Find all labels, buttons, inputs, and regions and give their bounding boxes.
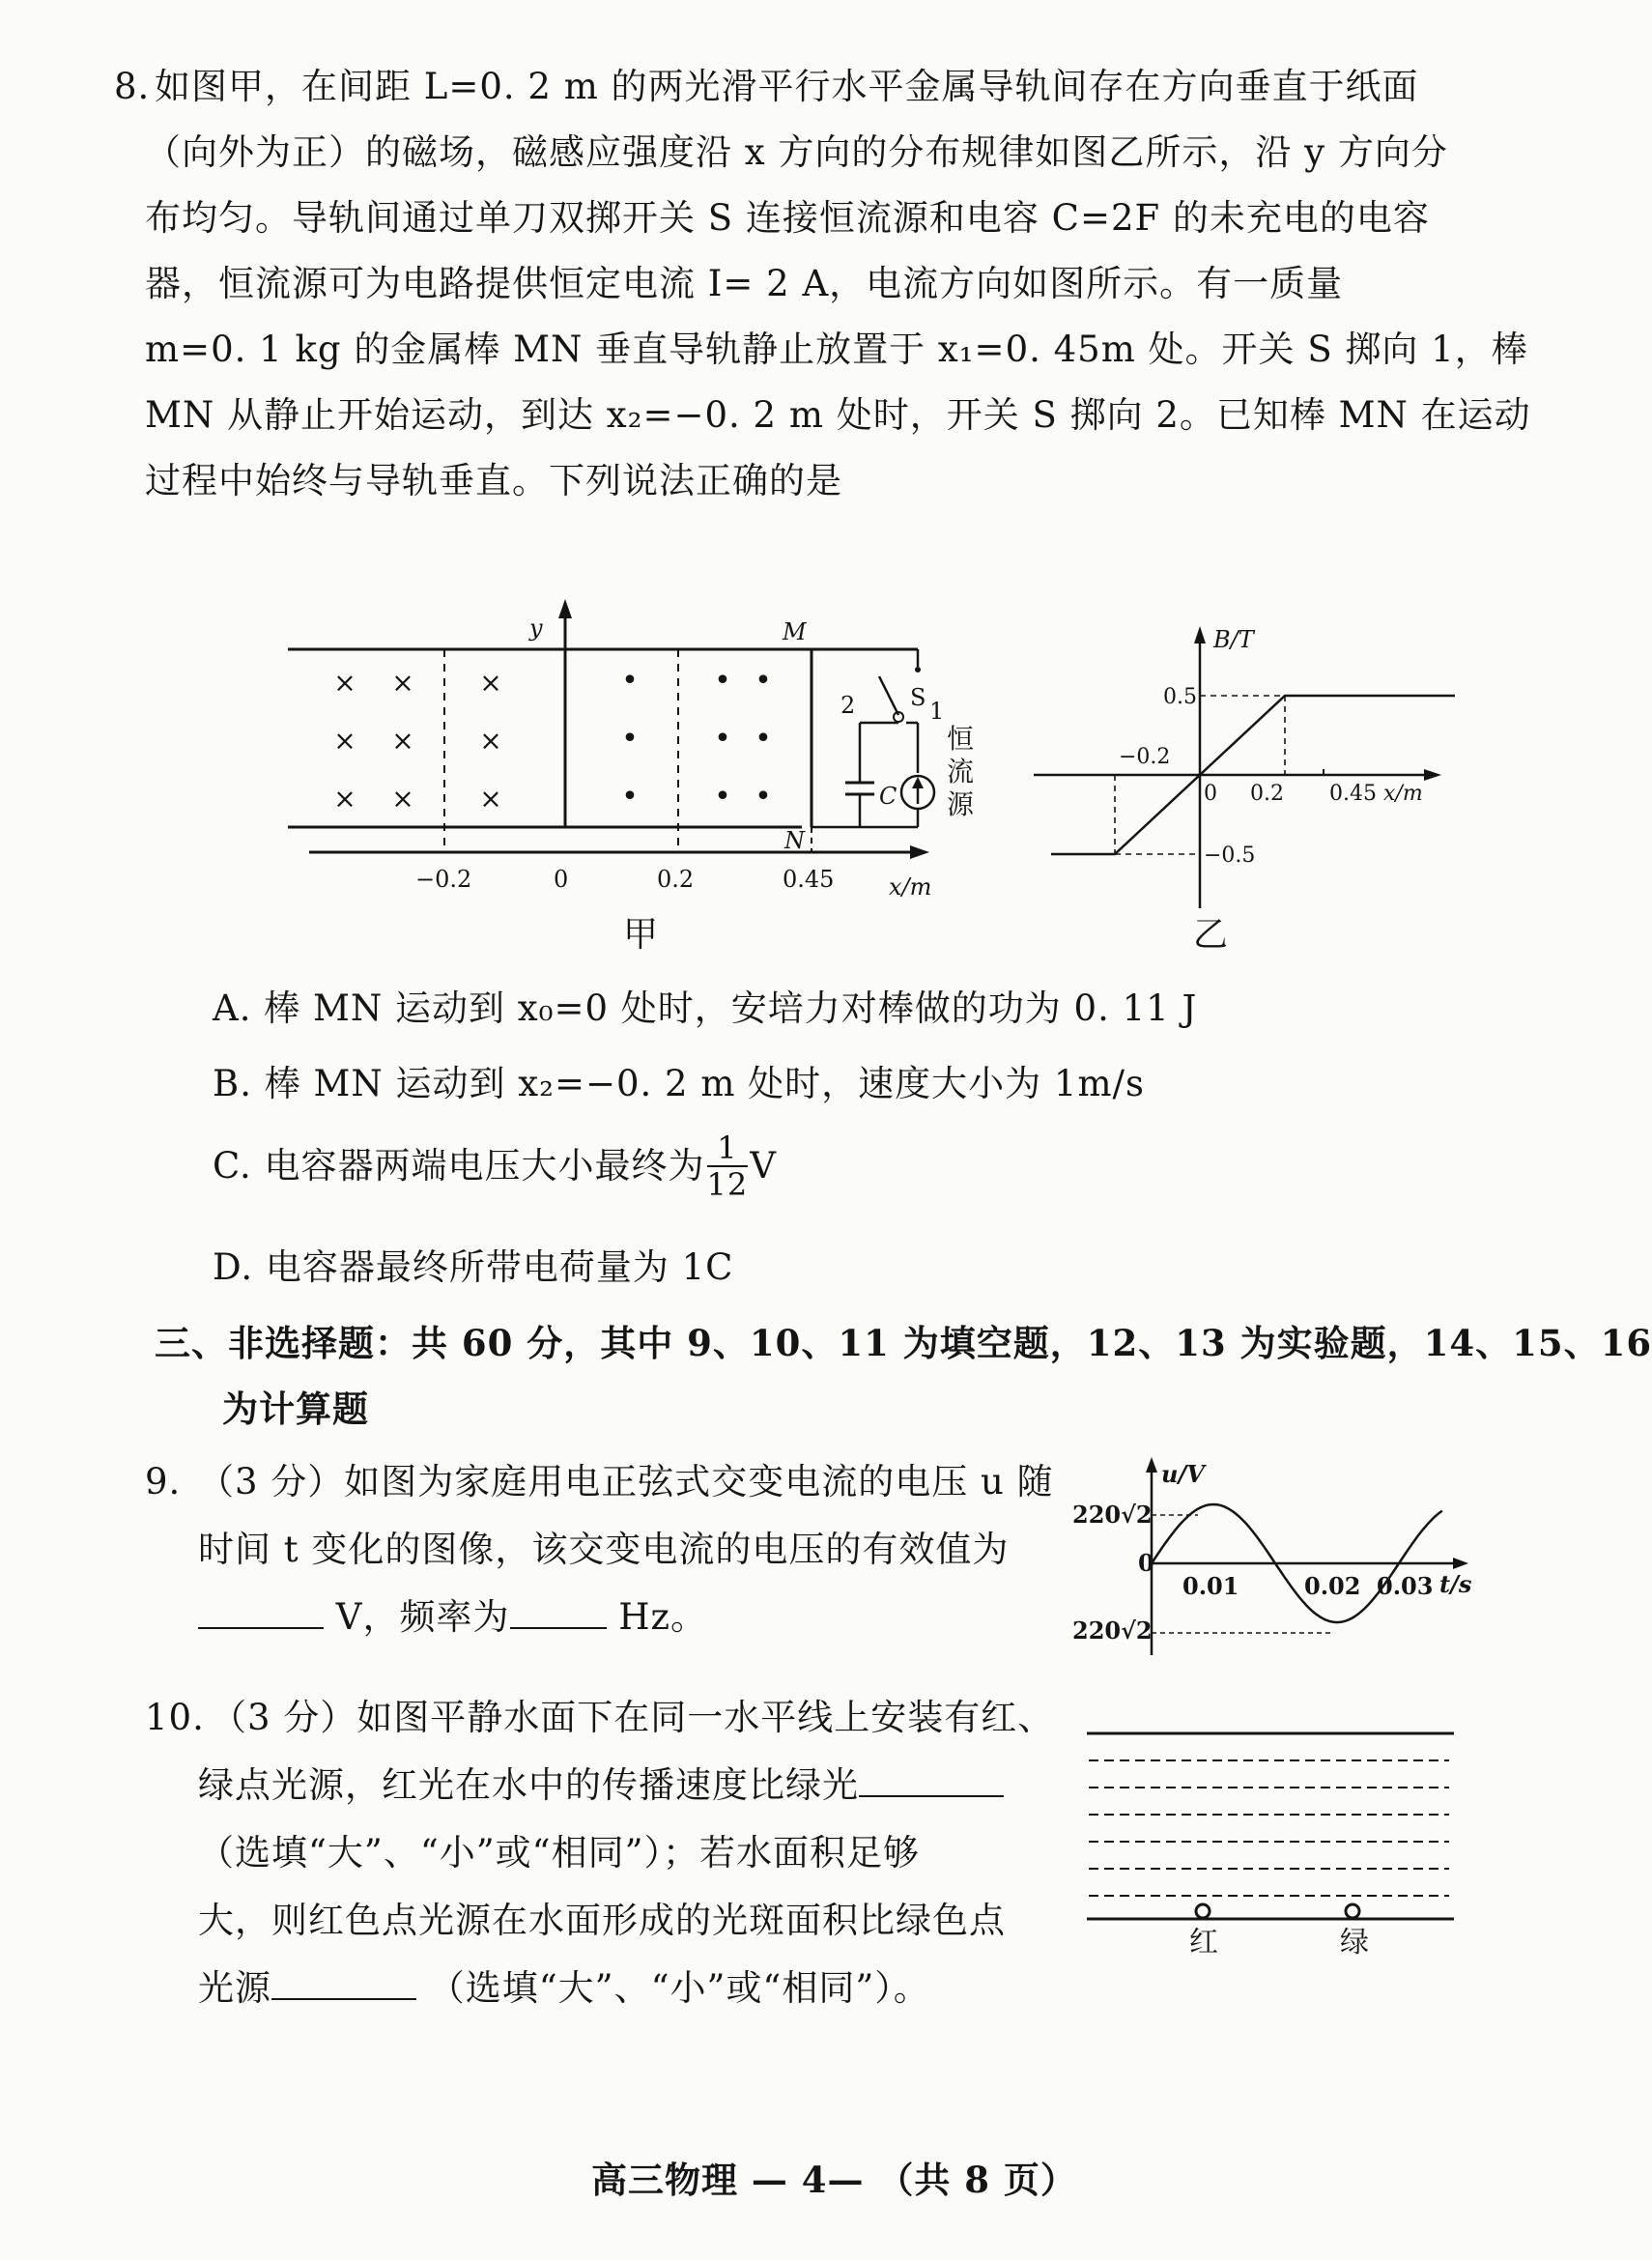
dot-mark: • (621, 664, 639, 698)
ut-tick: 0.01 (1182, 1572, 1239, 1600)
dot-mark: • (714, 780, 731, 814)
jia-tick: 0.45 (783, 866, 835, 893)
cross-mark: × (391, 783, 414, 815)
dot-mark: • (755, 780, 772, 814)
dot-mark: • (621, 722, 639, 756)
answer-blank[interactable] (859, 1766, 1004, 1797)
capacitor-label: C (879, 783, 897, 810)
q8-line-6: MN 从静止开始运动，到达 x₂=−0. 2 m 处时，开关 S 掷向 2。已知棒 MN 在运动 (145, 394, 1531, 436)
yi-origin: 0 (1204, 782, 1217, 806)
ut-origin: 0 (1138, 1549, 1154, 1577)
jia-x-unit: x/m (889, 873, 932, 901)
answer-blank[interactable] (510, 1598, 607, 1629)
answer-blank[interactable] (271, 1969, 416, 2000)
q9-line1: （3 分）如图为家庭用电正弦式交变电流的电压 u 随 (198, 1461, 1054, 1502)
ut-bottom-label: 220√2 (1072, 1616, 1153, 1645)
section3-line2: 为计算题 (222, 1387, 369, 1430)
dot-mark: • (755, 664, 772, 698)
jia-tick: −0.2 (415, 866, 472, 893)
cross-mark: × (333, 667, 356, 699)
q10-line5 (198, 1967, 930, 2010)
figure-u-t (1063, 1447, 1488, 1670)
q9-line3 (198, 1596, 707, 1639)
switch-blade (879, 676, 898, 715)
green-light-source (1346, 1904, 1359, 1918)
ut-top-label: 220√2 (1072, 1501, 1153, 1529)
figure-water (1077, 1712, 1464, 1963)
ut-x-label: t/s (1439, 1570, 1472, 1598)
q8-line-7: 过程中始终与导轨垂直。下列说法正确的是 (145, 460, 842, 501)
fraction-denominator: 12 (706, 1166, 749, 1203)
cross-mark: × (479, 725, 502, 757)
q10-number: 10. (145, 1697, 205, 1738)
source-label-3: 源 (947, 788, 975, 820)
q10-line5-prefix: 光源 (198, 1967, 271, 2009)
position-2: 2 (840, 692, 856, 719)
label-n: N (784, 827, 805, 854)
q8-line-4: 器，恒流源可为电路提供恒定电流 I= 2 A，电流方向如图所示。有一质量 (145, 263, 1344, 304)
q9-number: 9. (145, 1461, 182, 1502)
q9-line2: 时间 t 变化的图像，该交变电流的电压的有效值为 (198, 1529, 1010, 1570)
cross-mark: × (333, 725, 356, 757)
yi-y-tick: 0.5 (1163, 685, 1197, 709)
jia-tick: 0 (554, 866, 569, 893)
cross-mark: × (391, 725, 414, 757)
red-label: 红 (1189, 1926, 1218, 1960)
q10-line5-suffix: （选填“大”、“小”或“相同”）。 (428, 1967, 930, 2009)
ut-tick: 0.03 (1377, 1572, 1434, 1600)
dot-mark: • (714, 664, 731, 698)
position-1: 1 (929, 698, 945, 725)
green-label: 绿 (1340, 1926, 1369, 1960)
q10-line3: （选填“大”、“小”或“相同”）；若水面积足够 (198, 1832, 920, 1874)
yi-x-tick: −0.2 (1119, 745, 1171, 769)
dot-mark: • (714, 722, 731, 756)
water-dashes (1089, 1760, 1449, 1896)
q10-line4: 大，则红色点光源在水面形成的光斑面积比绿色点 (198, 1900, 1006, 1941)
q10-line2-text: 绿点光源，红光在水中的传播速度比绿光 (198, 1764, 859, 1806)
option-c (213, 1130, 777, 1202)
source-label-2: 流 (947, 756, 975, 787)
jia-tick: 0.2 (657, 866, 695, 893)
field-dots (621, 664, 772, 814)
q9-unit-text: V，频率为 (335, 1596, 510, 1638)
section3-line1: 三、非选择题：共 60 分，其中 9、10、11 为填空题，12、13 为实验题，14、15、16 (155, 1322, 1652, 1364)
cross-mark: × (479, 783, 502, 815)
jia-y-label: y (529, 615, 543, 642)
dot-mark: • (621, 780, 639, 814)
cross-mark: × (391, 667, 414, 699)
q8-line-5: m=0. 1 kg 的金属棒 MN 垂直导轨静止放置于 x₁=0. 45m 处。开关 S 掷向 1，棒 (145, 329, 1528, 370)
q8-line-3: 布均匀。导轨间通过单刀双掷开关 S 连接恒流源和电容 C=2F 的未充电的电容 (145, 197, 1430, 239)
yi-x-tick: 0.45 (1329, 782, 1377, 806)
figure-jia (280, 589, 975, 937)
red-light-source (1196, 1904, 1210, 1918)
caption-yi: 乙 (1193, 915, 1230, 955)
cross-mark: × (479, 667, 502, 699)
field-crosses (333, 667, 501, 815)
option-d: D. 电容器最终所带电荷量为 1C (213, 1246, 734, 1288)
yi-x-tick: 0.2 (1250, 782, 1284, 806)
q10-line1: （3 分）如图平静水面下在同一水平线上安装有红、 (211, 1697, 1055, 1738)
answer-blank[interactable] (198, 1598, 324, 1629)
cross-mark: × (333, 783, 356, 815)
ut-y-label: u/V (1161, 1460, 1205, 1488)
yi-x-label: x/m (1383, 782, 1423, 806)
yi-y-label: B/T (1213, 626, 1254, 653)
option-c-text: C. 电容器两端电压大小最终为 (213, 1145, 705, 1187)
figure-yi (1024, 618, 1468, 908)
yi-y-tick: −0.5 (1204, 844, 1256, 868)
ut-tick: 0.02 (1304, 1572, 1361, 1600)
q10-line2 (198, 1764, 1004, 1807)
q8-line-1: 如图甲，在间距 L=0. 2 m 的两光滑平行水平金属导轨间存在方向垂直于纸面 (155, 66, 1419, 107)
label-m: M (783, 618, 807, 645)
fraction-numerator: 1 (717, 1130, 738, 1166)
option-c-unit: V (750, 1145, 777, 1187)
option-a: A. 棒 MN 运动到 x₀=0 处时，安培力对棒做的功为 0. 11 J (213, 987, 1198, 1029)
q8-line-2: （向外为正）的磁场，磁感应强度沿 x 方向的分布规律如图乙所示，沿 y 方向分 (145, 131, 1448, 173)
q9-hz-text: Hz。 (618, 1596, 708, 1638)
source-label-1: 恒 (947, 723, 975, 755)
switch-label: S (910, 684, 926, 711)
dot-mark: • (755, 722, 772, 756)
caption-jia: 甲 (623, 915, 660, 955)
q8-number: 8. (114, 66, 151, 107)
page-footer: 高三物理 — 4— （共 8 页） (591, 2159, 1077, 2201)
fraction (707, 1130, 749, 1202)
option-b: B. 棒 MN 运动到 x₂=−0. 2 m 处时，速度大小为 1m/s (213, 1063, 1146, 1104)
